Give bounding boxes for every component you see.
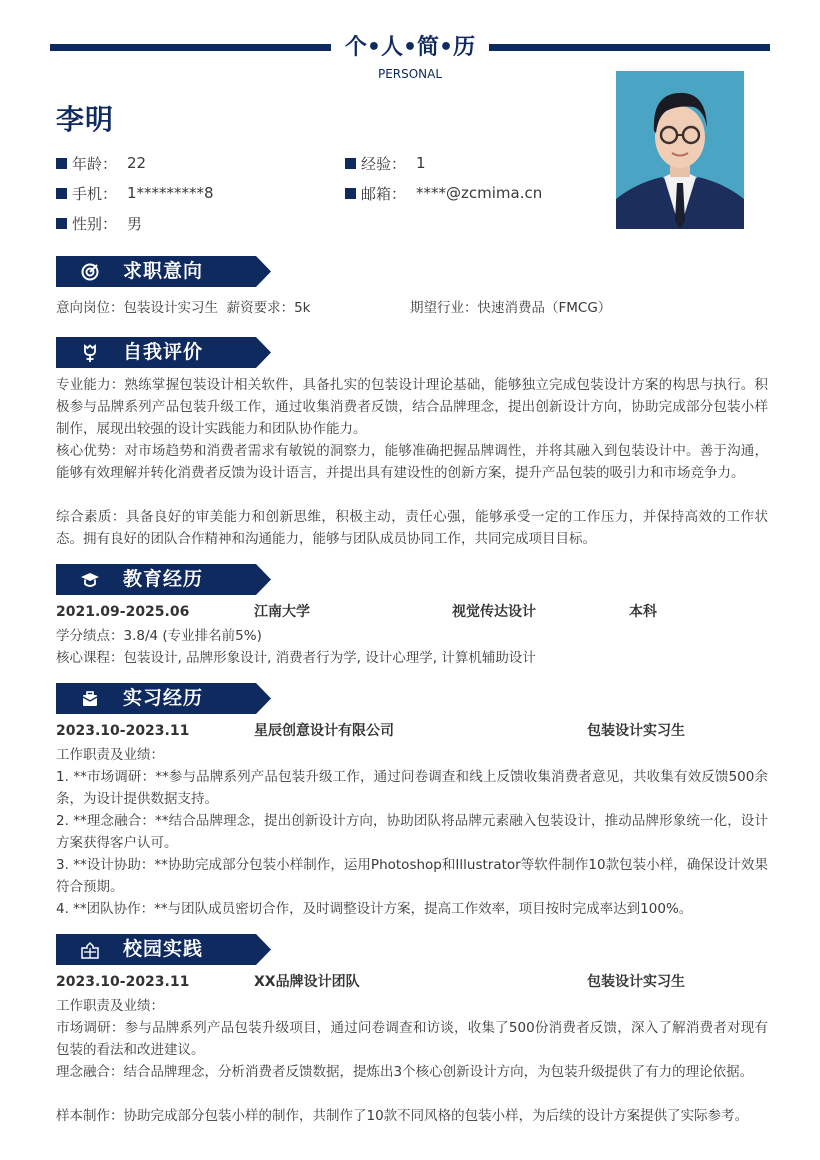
education-school: 江南大学 [254, 604, 310, 620]
internship-role: 包装设计实习生 [587, 723, 685, 739]
campus-item-3: 样本制作：协助完成部分包装小样的制作，共制作了10款不同风格的包装小样，为后续的设计方案提供了实际参考。 [56, 1108, 749, 1124]
salary-expectation: 薪资要求：5k [226, 300, 311, 316]
section-title: 校园实践 [123, 938, 204, 960]
briefcase-icon [80, 689, 100, 709]
info-value: 男 [127, 214, 143, 233]
info-label: 年龄： [72, 154, 118, 173]
section-header-self-evaluation [56, 337, 271, 368]
info-email [345, 182, 542, 204]
portrait-photo-icon [616, 71, 744, 229]
info-label: 经验： [361, 154, 407, 173]
info-age [56, 152, 146, 174]
education-degree: 本科 [629, 604, 657, 620]
campus-period: 2023.10-2023.11 [56, 974, 190, 990]
info-experience [345, 152, 426, 174]
self-eval-professional: 专业能力：熟练掌握包装设计相关软件，具备扎实的包装设计理论基础，能够独立完成包装设计方案的构思与执行。积极参与品牌系列产品包装升级工作，通过收集消费者反馈，结合品牌理念，提出创新设计方向，协助完成部分包装小样制作，展现出较强的设计实践能力和团队协作能力。 [56, 377, 768, 437]
target-icon [80, 262, 100, 282]
section-title: 教育经历 [123, 568, 204, 590]
info-gender [56, 212, 142, 234]
bullet-square-icon [56, 188, 67, 199]
bullet-square-icon [345, 158, 356, 169]
internship-duties-label: 工作职责及业绩： [56, 747, 164, 763]
title-divider-right [489, 44, 770, 51]
resume-title: 个•人•简•历 [344, 35, 476, 60]
job-position [56, 297, 311, 319]
internship-item-1: 1. **市场调研：**参与品牌系列产品包装升级工作，通过问卷调查和线上反馈收集消费者意见，共收集有效反馈500余条，为设计提供数据支持。 [56, 769, 768, 807]
profile-photo [616, 71, 744, 229]
graduation-cap-icon [80, 570, 100, 590]
title-divider-left [50, 44, 331, 51]
internship-company: 星辰创意设计有限公司 [254, 723, 394, 739]
education-courses: 核心课程：包装设计, 品牌形象设计, 消费者行为学, 设计心理学, 计算机辅助设计 [56, 650, 536, 666]
education-major: 视觉传达设计 [452, 604, 536, 620]
flower-icon [80, 343, 100, 363]
resume-title-bar [50, 30, 770, 66]
info-value: ****@zcmima.cn [416, 184, 543, 202]
campus-role: 包装设计实习生 [587, 974, 685, 990]
bullet-square-icon [345, 188, 356, 199]
section-title: 自我评价 [123, 341, 204, 363]
building-icon [80, 940, 100, 960]
internship-item-4: 4. **团队协作：**与团队成员密切合作，及时调整设计方案，提高工作效率，项目按时完成率达到100%。 [56, 901, 693, 917]
section-header-job-intention [56, 256, 271, 287]
desired-position: 意向岗位：包装设计实习生 [56, 300, 218, 316]
section-header-education [56, 564, 271, 595]
resume-subtitle: PERSONAL [377, 67, 443, 81]
self-eval-strengths: 核心优势：对市场趋势和消费者需求有敏锐的洞察力，能够准确把握品牌调性，并将其融入到包装设计中。善于沟通，能够有效理解并转化消费者反馈为设计语言，并提出具有建设性的创新方案，提升产品包装的吸引力和市场竞争力。 [56, 443, 768, 481]
candidate-name: 李明 [56, 103, 115, 136]
campus-item-1: 市场调研：参与品牌系列产品包装升级项目，通过问卷调查和访谈，收集了500份消费者反馈，深入了解消费者对现有包装的看法和改进建议。 [56, 1020, 768, 1058]
info-phone [56, 182, 214, 204]
internship-item-3: 3. **设计协助：**协助完成部分包装小样制作，运用Photoshop和Illustrator等软件制作10款包装小样，确保设计效果符合预期。 [56, 857, 768, 895]
desired-industry: 期望行业：快速消费品（FMCG） [410, 300, 612, 316]
bullet-square-icon [56, 158, 67, 169]
self-eval-qualities: 综合素质：具备良好的审美能力和创新思维，积极主动，责任心强，能够承受一定的工作压力，并保持高效的工作状态。拥有良好的团队合作精神和沟通能力，能够与团队成员协同工作，共同完成项目目标。 [56, 509, 768, 547]
section-header-campus [56, 934, 271, 965]
education-gpa: 学分绩点：3.8/4 (专业排名前5%) [56, 628, 262, 644]
info-label: 性别： [72, 214, 118, 233]
info-label: 邮箱： [361, 184, 407, 203]
internship-item-2: 2. **理念融合：**结合品牌理念，提出创新设计方向，协助团队将品牌元素融入包装设计，推动品牌形象统一化，设计方案获得客户认可。 [56, 813, 768, 851]
internship-period: 2023.10-2023.11 [56, 723, 190, 739]
bullet-square-icon [56, 218, 67, 229]
info-label: 手机： [72, 184, 118, 203]
campus-duties-label: 工作职责及业绩： [56, 998, 164, 1014]
info-value: 22 [127, 154, 147, 172]
section-title: 求职意向 [123, 260, 204, 282]
info-value: 1 [416, 154, 426, 172]
campus-item-2: 理念融合：结合品牌理念，分析消费者反馈数据，提炼出3个核心创新设计方向，为包装升级提供了有力的理论依据。 [56, 1064, 754, 1080]
section-header-internship [56, 683, 271, 714]
section-title: 实习经历 [123, 687, 204, 709]
campus-organization: XX品牌设计团队 [254, 974, 360, 990]
info-value: 1*********8 [127, 184, 214, 202]
education-period: 2021.09-2025.06 [56, 604, 190, 620]
